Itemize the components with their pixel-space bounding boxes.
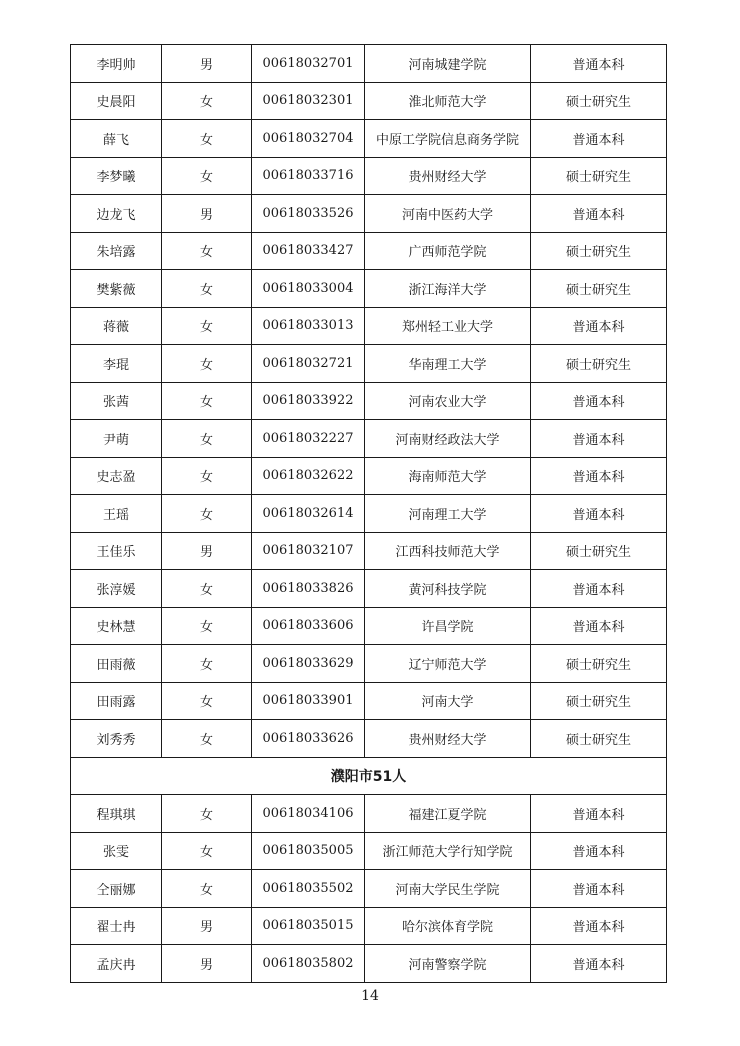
id-cell: 00618033606 (252, 607, 365, 645)
id-cell: 00618034106 (252, 795, 365, 833)
degree-cell: 普通本科 (531, 120, 667, 158)
table-row (71, 232, 667, 270)
degree-cell: 普通本科 (531, 870, 667, 908)
degree-cell: 硕士研究生 (531, 345, 667, 383)
section-header-row (71, 757, 667, 795)
name-cell: 李梦曦 (71, 157, 162, 195)
name-cell: 李明帅 (71, 45, 162, 83)
name-cell: 边龙飞 (71, 195, 162, 233)
gender-cell: 女 (162, 645, 252, 683)
degree-cell: 硕士研究生 (531, 82, 667, 120)
table-row (71, 720, 667, 758)
degree-cell: 普通本科 (531, 607, 667, 645)
table-row (71, 907, 667, 945)
gender-cell: 女 (162, 720, 252, 758)
name-cell: 翟士冉 (71, 907, 162, 945)
school-cell: 河南大学民生学院 (365, 870, 531, 908)
table-row (71, 945, 667, 983)
table-row (71, 345, 667, 383)
name-cell: 史晨阳 (71, 82, 162, 120)
table-body-before (71, 45, 667, 758)
name-cell: 张茜 (71, 382, 162, 420)
school-cell: 许昌学院 (365, 607, 531, 645)
name-cell: 张淳媛 (71, 570, 162, 608)
table-row (71, 307, 667, 345)
id-cell: 00618032701 (252, 45, 365, 83)
school-cell: 河南城建学院 (365, 45, 531, 83)
id-cell: 00618033716 (252, 157, 365, 195)
school-cell: 河南理工大学 (365, 495, 531, 533)
name-cell: 刘秀秀 (71, 720, 162, 758)
gender-cell: 女 (162, 157, 252, 195)
table-row (71, 270, 667, 308)
school-cell: 贵州财经大学 (365, 157, 531, 195)
table-row (71, 382, 667, 420)
id-cell: 00618032622 (252, 457, 365, 495)
degree-cell: 普通本科 (531, 45, 667, 83)
name-cell: 田雨薇 (71, 645, 162, 683)
candidate-table (70, 44, 667, 983)
gender-cell: 女 (162, 795, 252, 833)
school-cell: 中原工学院信息商务学院 (365, 120, 531, 158)
name-cell: 王佳乐 (71, 532, 162, 570)
table-row (71, 570, 667, 608)
table-row (71, 457, 667, 495)
gender-cell: 女 (162, 457, 252, 495)
gender-cell: 男 (162, 45, 252, 83)
gender-cell: 女 (162, 120, 252, 158)
name-cell: 朱培露 (71, 232, 162, 270)
name-cell: 蒋薇 (71, 307, 162, 345)
table-row (71, 82, 667, 120)
degree-cell: 硕士研究生 (531, 720, 667, 758)
name-cell: 田雨露 (71, 682, 162, 720)
id-cell: 00618033013 (252, 307, 365, 345)
degree-cell: 普通本科 (531, 907, 667, 945)
gender-cell: 男 (162, 907, 252, 945)
gender-cell: 女 (162, 570, 252, 608)
id-cell: 00618033427 (252, 232, 365, 270)
name-cell: 李琨 (71, 345, 162, 383)
degree-cell: 普通本科 (531, 795, 667, 833)
table-row (71, 120, 667, 158)
table-row (71, 645, 667, 683)
id-cell: 00618035015 (252, 907, 365, 945)
degree-cell: 普通本科 (531, 457, 667, 495)
gender-cell: 女 (162, 270, 252, 308)
name-cell: 孟庆冉 (71, 945, 162, 983)
name-cell: 张雯 (71, 832, 162, 870)
degree-cell: 硕士研究生 (531, 232, 667, 270)
name-cell: 王瑶 (71, 495, 162, 533)
id-cell: 00618033922 (252, 382, 365, 420)
id-cell: 00618035802 (252, 945, 365, 983)
table-row (71, 532, 667, 570)
table-row (71, 832, 667, 870)
id-cell: 00618033629 (252, 645, 365, 683)
name-cell: 仝丽娜 (71, 870, 162, 908)
gender-cell: 男 (162, 195, 252, 233)
school-cell: 河南大学 (365, 682, 531, 720)
gender-cell: 男 (162, 945, 252, 983)
id-cell: 00618032614 (252, 495, 365, 533)
table-row (71, 45, 667, 83)
table-row (71, 607, 667, 645)
school-cell: 淮北师范大学 (365, 82, 531, 120)
school-cell: 哈尔滨体育学院 (365, 907, 531, 945)
table-body-after (71, 795, 667, 983)
school-cell: 海南师范大学 (365, 457, 531, 495)
school-cell: 河南农业大学 (365, 382, 531, 420)
school-cell: 江西科技师范大学 (365, 532, 531, 570)
id-cell: 00618032107 (252, 532, 365, 570)
degree-cell: 硕士研究生 (531, 682, 667, 720)
id-cell: 00618035502 (252, 870, 365, 908)
id-cell: 00618033004 (252, 270, 365, 308)
gender-cell: 女 (162, 345, 252, 383)
degree-cell: 硕士研究生 (531, 157, 667, 195)
school-cell: 河南警察学院 (365, 945, 531, 983)
degree-cell: 硕士研究生 (531, 532, 667, 570)
gender-cell: 女 (162, 232, 252, 270)
school-cell: 福建江夏学院 (365, 795, 531, 833)
degree-cell: 硕士研究生 (531, 645, 667, 683)
name-cell: 程琪琪 (71, 795, 162, 833)
gender-cell: 女 (162, 682, 252, 720)
table-row (71, 420, 667, 458)
school-cell: 贵州财经大学 (365, 720, 531, 758)
gender-cell: 女 (162, 382, 252, 420)
name-cell: 薛飞 (71, 120, 162, 158)
degree-cell: 普通本科 (531, 382, 667, 420)
id-cell: 00618032227 (252, 420, 365, 458)
table-row (71, 195, 667, 233)
gender-cell: 女 (162, 495, 252, 533)
id-cell: 00618033901 (252, 682, 365, 720)
gender-cell: 女 (162, 82, 252, 120)
id-cell: 00618032721 (252, 345, 365, 383)
section-header (71, 757, 667, 795)
gender-cell: 女 (162, 832, 252, 870)
school-cell: 广西师范学院 (365, 232, 531, 270)
school-cell: 河南财经政法大学 (365, 420, 531, 458)
table-row (71, 157, 667, 195)
id-cell: 00618035005 (252, 832, 365, 870)
id-cell: 00618032704 (252, 120, 365, 158)
degree-cell: 普通本科 (531, 420, 667, 458)
table-row (71, 870, 667, 908)
gender-cell: 女 (162, 420, 252, 458)
gender-cell: 女 (162, 307, 252, 345)
table-row (71, 795, 667, 833)
id-cell: 00618033526 (252, 195, 365, 233)
degree-cell: 普通本科 (531, 945, 667, 983)
gender-cell: 女 (162, 870, 252, 908)
degree-cell: 普通本科 (531, 495, 667, 533)
school-cell: 辽宁师范大学 (365, 645, 531, 683)
school-cell: 浙江海洋大学 (365, 270, 531, 308)
name-cell: 史林慧 (71, 607, 162, 645)
table-row (71, 682, 667, 720)
degree-cell: 普通本科 (531, 307, 667, 345)
name-cell: 史志盈 (71, 457, 162, 495)
school-cell: 华南理工大学 (365, 345, 531, 383)
name-cell: 樊紫薇 (71, 270, 162, 308)
gender-cell: 女 (162, 607, 252, 645)
id-cell: 00618033826 (252, 570, 365, 608)
degree-cell: 普通本科 (531, 832, 667, 870)
school-cell: 黄河科技学院 (365, 570, 531, 608)
section-title: 濮阳市51人 (71, 757, 667, 795)
degree-cell: 普通本科 (531, 195, 667, 233)
degree-cell: 硕士研究生 (531, 270, 667, 308)
gender-cell: 男 (162, 532, 252, 570)
id-cell: 00618032301 (252, 82, 365, 120)
id-cell: 00618033626 (252, 720, 365, 758)
table-row (71, 495, 667, 533)
school-cell: 河南中医药大学 (365, 195, 531, 233)
page-number: 14 (361, 988, 379, 1004)
school-cell: 浙江师范大学行知学院 (365, 832, 531, 870)
degree-cell: 普通本科 (531, 570, 667, 608)
school-cell: 郑州轻工业大学 (365, 307, 531, 345)
name-cell: 尹萌 (71, 420, 162, 458)
